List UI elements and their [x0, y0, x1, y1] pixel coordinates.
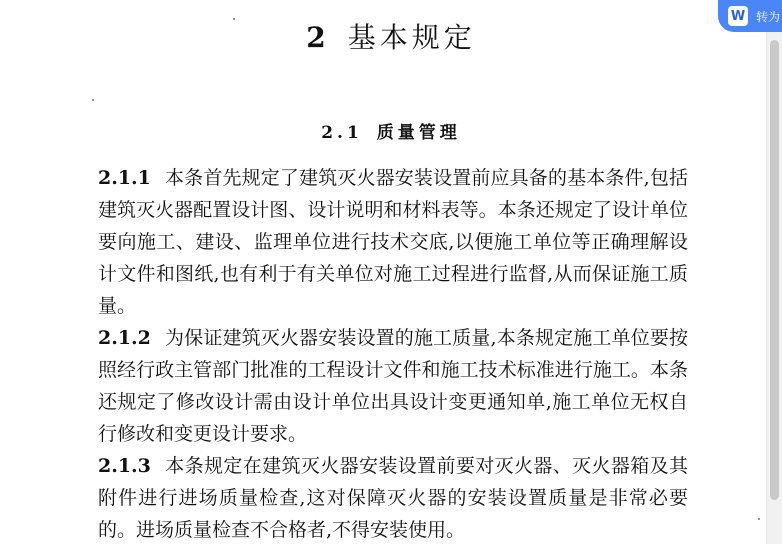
scrollbar-thumb[interactable] — [770, 40, 779, 500]
clause-paragraph — [98, 162, 688, 322]
section-number: 2.1 — [321, 123, 363, 143]
clause-number: 2.1.3 — [98, 455, 151, 477]
convert-label: 转为 — [756, 9, 781, 24]
body-text — [98, 162, 688, 544]
word-doc-icon: W — [728, 6, 748, 26]
section-heading — [0, 118, 782, 143]
clause-text: 为保证建筑灭火器安装设置的施工质量,本条规定施工单位要按照经行政主管部门批准的工程设计文件和施工技术标准进行施工。本条还规定了修改设计需由设计单位出具设计变更通知单,施工单位无权自行修改和变更设计要求。 — [98, 327, 688, 445]
scan-speck — [758, 518, 760, 520]
convert-to-word-button[interactable] — [718, 0, 782, 32]
chapter-number: 2 — [306, 21, 330, 54]
clause-paragraph — [98, 322, 688, 450]
chapter-title: 基本规定 — [347, 21, 476, 54]
clause-number: 2.1.2 — [98, 327, 151, 349]
scan-speck — [92, 99, 94, 101]
clause-text: 本条首先规定了建筑灭火器安装设置前应具备的基本条件,包括建筑灭火器配置设计图、设计说明和材料表等。本条还规定了设计单位要向施工、建设、监理单位进行技术交底,以便施工单位等正确理解设计文件和图纸,也有利于有关单位对施工过程进行监督,从而保证施工质量。 — [98, 167, 688, 317]
vertical-scrollbar[interactable] — [766, 0, 782, 544]
clause-paragraph — [98, 450, 688, 544]
section-title: 质量管理 — [376, 123, 461, 143]
clause-text: 本条规定在建筑灭火器安装设置前要对灭火器、灭火器箱及其附件进行进场质量检查,这对保障灭火器的安装设置质量是非常必要的。进场质量检查不合格者,不得安装使用。 — [98, 455, 688, 541]
clause-number: 2.1.1 — [98, 167, 151, 189]
chapter-heading — [0, 16, 782, 56]
